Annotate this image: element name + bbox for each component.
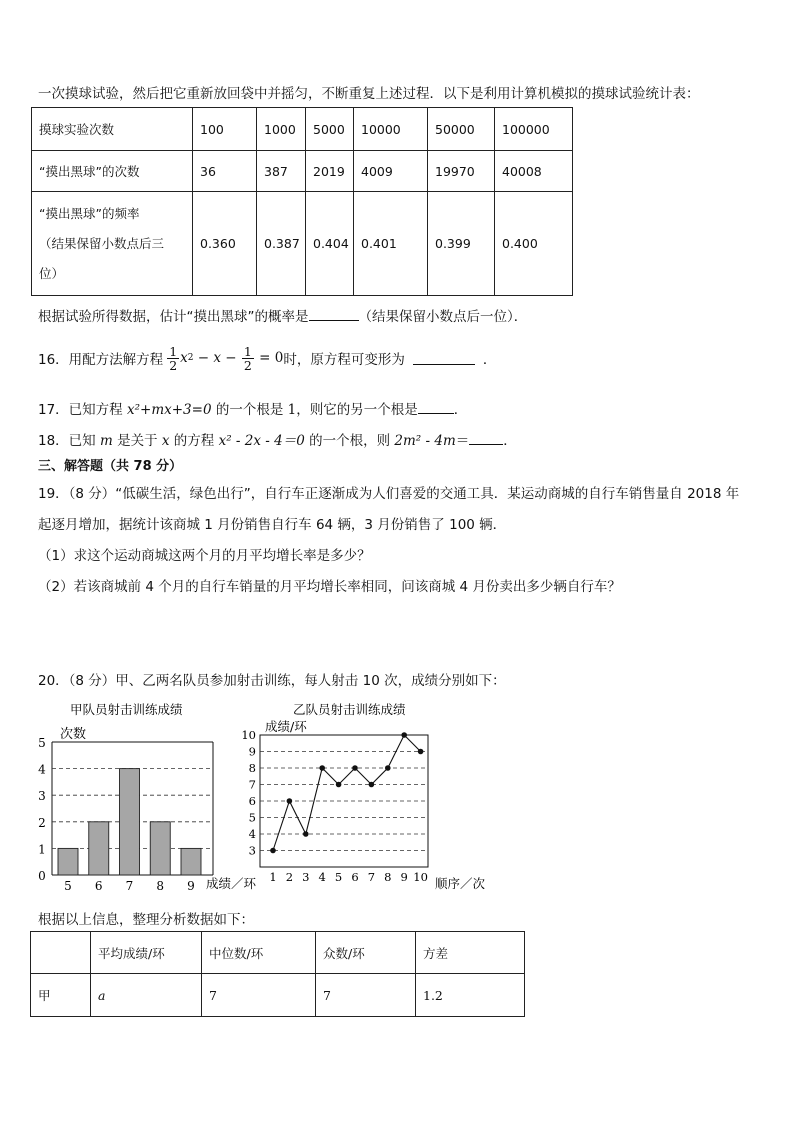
freq-label-line: 位） bbox=[39, 265, 65, 281]
data-point bbox=[303, 831, 309, 837]
equation-var-x: x bbox=[180, 350, 188, 366]
q18-text: 18．已知 bbox=[38, 433, 100, 449]
data-point bbox=[401, 732, 407, 738]
q18-text: ． bbox=[503, 433, 517, 449]
q17-text: 的一个根是 bbox=[211, 402, 288, 418]
data-point bbox=[418, 749, 424, 755]
q16-suffix: 时，原方程可变形为 bbox=[283, 352, 405, 368]
q19-line1: 19．（8 分）“低碳生活，绿色出行”，自行车正逐渐成为人们喜爱的交通工具．某运动商城的自行车销售量自 2018 年 bbox=[38, 486, 740, 502]
question-17 bbox=[38, 398, 467, 418]
q17-text: ． bbox=[453, 402, 468, 418]
q18-text: ＝ bbox=[455, 433, 470, 449]
data-point bbox=[385, 765, 391, 771]
table-cell: a bbox=[91, 974, 202, 1017]
answer-blank bbox=[413, 352, 475, 365]
equation-rhs: = 0 bbox=[254, 350, 284, 366]
q19-sub2: （2）若该商城前 4 个月的自行车销量的月平均增长率相同，问该商城 4 月份卖出多少辆自行车？ bbox=[38, 579, 621, 595]
table-cell: 0.399 bbox=[428, 192, 495, 296]
q19-sub1: （1）求这个运动商城这两个月的月平均增长率是多少？ bbox=[38, 548, 371, 564]
fraction-numerator: 1 bbox=[169, 343, 178, 359]
x-tick-label: 6 bbox=[94, 879, 103, 893]
table-cell: 摸球实验次数 bbox=[32, 108, 193, 151]
answer-blank bbox=[469, 432, 503, 445]
y-tick-label: 2 bbox=[38, 815, 46, 830]
equation: x²+mx+3=0 bbox=[126, 402, 212, 418]
q16-end: ． bbox=[482, 352, 497, 368]
answer-blank bbox=[309, 308, 359, 321]
analysis-intro: 根据以上信息，整理分析数据如下： bbox=[38, 912, 254, 928]
y-tick-label: 3 bbox=[38, 789, 46, 804]
x-tick-label: 3 bbox=[302, 870, 310, 884]
bar bbox=[181, 848, 201, 875]
data-point bbox=[352, 765, 358, 771]
freq-label-line: （结果保留小数点后三 bbox=[39, 235, 165, 251]
q18-text: 是关于 bbox=[112, 433, 162, 449]
y-tick-label: 1 bbox=[38, 842, 46, 857]
x-axis-label: 成绩／环 bbox=[206, 876, 257, 891]
y-tick-label: 5 bbox=[38, 736, 46, 750]
x-tick-label: 10 bbox=[413, 870, 428, 884]
table-cell: 40008 bbox=[495, 151, 573, 192]
y-tick-label: 3 bbox=[248, 843, 256, 858]
table-cell bbox=[32, 192, 193, 296]
variable-x: x bbox=[161, 433, 170, 449]
q19-line2: 起逐月增加，据统计该商城 1 月份销售自行车 64 辆，3 月份销售了 100 辆． bbox=[38, 517, 507, 533]
y-tick-label: 4 bbox=[38, 762, 46, 777]
data-point bbox=[287, 798, 293, 804]
table-cell: 2019 bbox=[306, 151, 354, 192]
q18-text: 的一个根，则 bbox=[304, 433, 395, 449]
fraction bbox=[167, 345, 179, 372]
x-tick-label: 7 bbox=[367, 870, 376, 884]
question-16 bbox=[38, 338, 496, 378]
table-cell: 0.400 bbox=[495, 192, 573, 296]
q15-tail bbox=[38, 305, 527, 325]
table-cell: 19970 bbox=[428, 151, 495, 192]
x-tick-label: 5 bbox=[64, 879, 72, 893]
expression: 2m² - 4m bbox=[394, 433, 456, 449]
table-row bbox=[32, 108, 573, 151]
table-cell: 0.404 bbox=[306, 192, 354, 296]
table-cell bbox=[31, 932, 91, 974]
data-point bbox=[336, 782, 342, 788]
table-cell: 4009 bbox=[354, 151, 428, 192]
freq-label-line: “摸出黑球”的频率 bbox=[39, 205, 140, 221]
x-tick-label: 9 bbox=[400, 870, 408, 884]
answer-blank bbox=[418, 401, 454, 414]
intro-text: 一次摸球试验，然后把它重新放回袋中并摇匀，不断重复上述过程．以下是利用计算机模拟的摸球试验统计表： bbox=[38, 86, 700, 102]
table-row bbox=[31, 974, 525, 1017]
bar bbox=[89, 822, 109, 875]
x-tick-label: 8 bbox=[156, 879, 165, 893]
table-cell: 10000 bbox=[354, 108, 428, 151]
fraction-numerator: 1 bbox=[243, 343, 252, 359]
table-cell: 7 bbox=[202, 974, 316, 1017]
table-cell: 100000 bbox=[495, 108, 573, 151]
x-tick-label: 5 bbox=[334, 870, 343, 884]
x-tick-label: 8 bbox=[384, 870, 392, 884]
series-line bbox=[273, 735, 421, 851]
x-tick-label: 6 bbox=[351, 870, 359, 884]
data-point bbox=[319, 765, 325, 771]
table-cell: 0.401 bbox=[354, 192, 428, 296]
section-heading: 三、解答题（共 78 分） bbox=[38, 459, 183, 474]
x-tick-label: 7 bbox=[125, 879, 134, 893]
table-cell: 100 bbox=[193, 108, 257, 151]
equation: x² - 2x - 4＝0 bbox=[218, 433, 305, 449]
table-cell: 甲 bbox=[31, 974, 91, 1017]
table-cell: 1.2 bbox=[416, 974, 525, 1017]
y-tick-label: 8 bbox=[248, 761, 256, 775]
q17-text: 17．已知方程 bbox=[38, 402, 127, 418]
bar bbox=[150, 822, 170, 875]
table-cell: 7 bbox=[316, 974, 416, 1017]
q15-text-after: （结果保留小数点后一位）． bbox=[358, 309, 528, 325]
chart-title: 乙队员射击训练成绩 bbox=[293, 702, 406, 717]
q15-text-before: 根据试验所得数据，估计“摸出黑球”的概率是 bbox=[38, 309, 309, 325]
chart-title: 甲队员射击训练成绩 bbox=[70, 702, 183, 717]
table-cell: 387 bbox=[257, 151, 306, 192]
equation-term: − x − bbox=[193, 350, 241, 366]
y-tick-label: 4 bbox=[248, 827, 256, 841]
line-chart-yi bbox=[238, 698, 498, 893]
table-cell: “摸出黑球”的次数 bbox=[32, 151, 193, 192]
table-cell: 中位数/环 bbox=[202, 932, 316, 974]
table-cell: 众数/环 bbox=[316, 932, 416, 974]
bar-chart-jia bbox=[30, 698, 270, 893]
ball-experiment-table bbox=[31, 107, 573, 296]
bar bbox=[120, 769, 140, 875]
table-cell: 36 bbox=[193, 151, 257, 192]
superscript: 2 bbox=[187, 353, 194, 363]
y-axis-label: 成绩/环 bbox=[265, 719, 307, 734]
table-cell: 0.387 bbox=[257, 192, 306, 296]
stats-table bbox=[30, 931, 525, 1017]
data-point bbox=[270, 848, 276, 854]
table-cell: 方差 bbox=[416, 932, 525, 974]
variable-m: m bbox=[99, 433, 113, 449]
table-cell: 50000 bbox=[428, 108, 495, 151]
x-tick-label: 2 bbox=[285, 870, 294, 884]
bar bbox=[58, 848, 78, 875]
table-row bbox=[32, 192, 573, 296]
y-tick-label: 10 bbox=[241, 728, 256, 742]
table-cell: 平均成绩/环 bbox=[91, 932, 202, 974]
x-axis-label: 顺序／次 bbox=[435, 876, 486, 891]
q16-prefix: 16．用配方法解方程 bbox=[38, 352, 164, 368]
x-tick-label: 4 bbox=[318, 870, 326, 884]
question-18 bbox=[38, 429, 517, 449]
table-cell: 5000 bbox=[306, 108, 354, 151]
fraction-denominator: 2 bbox=[243, 357, 252, 373]
data-point bbox=[369, 782, 375, 788]
table-cell: 1000 bbox=[257, 108, 306, 151]
y-tick-label: 5 bbox=[248, 810, 256, 825]
q20-intro: 20．（8 分）甲、乙两名队员参加射击训练，每人射击 10 次，成绩分别如下： bbox=[38, 673, 506, 689]
table-row bbox=[31, 932, 525, 974]
y-tick-label: 9 bbox=[248, 744, 256, 759]
x-tick-label: 1 bbox=[269, 870, 277, 884]
fraction bbox=[242, 345, 254, 372]
q18-text: 的方程 bbox=[169, 433, 219, 449]
x-tick-label: 9 bbox=[187, 879, 195, 893]
table-cell: 0.360 bbox=[193, 192, 257, 296]
q17-text: ，则它的另一个根是 bbox=[296, 402, 418, 418]
y-axis-label: 次数 bbox=[60, 727, 87, 742]
y-tick-label: 0 bbox=[38, 869, 46, 883]
fraction-denominator: 2 bbox=[169, 357, 178, 373]
table-row bbox=[32, 151, 573, 192]
given-root: 1 bbox=[287, 402, 297, 418]
y-tick-label: 7 bbox=[248, 777, 256, 792]
y-tick-label: 6 bbox=[248, 794, 256, 808]
